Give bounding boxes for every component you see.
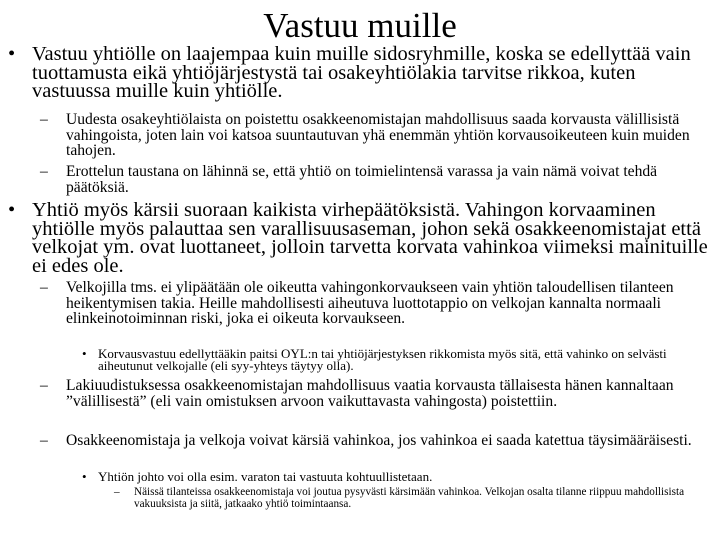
bullet-marker: • — [82, 469, 87, 484]
sub-sub-bullet-item — [82, 469, 713, 484]
bullet-text: Yhtiö myös kärsii suoraan kaikista virhepäätöksistä. Vahingon korvaaminen yhtiölle myös palauttaa sen varallisuusaseman, johon sekä osakkeenomistajat että velkojat ym. ovat luottaneet, jolloin tarvetta korvata vahinkoa viimeksi mainituille ei edes ole. — [32, 199, 708, 277]
bullet-marker: – — [40, 279, 48, 296]
bullet-marker: – — [40, 377, 48, 394]
slide-title: Vastuu muille — [263, 6, 457, 45]
bullet-text: Vastuu yhtiölle on laajempaa kuin muille sidosryhmille, koska se edellyttää vain tuottamusta eikä yhtiöjärjestystä tai osakeyhtiölakia tarvitse rikkoa, kuten vastuussa muille kuin yhtiölle. — [32, 43, 691, 102]
bullet-text: Uudesta osakeyhtiölaista on poistettu osakkeenomistajan mahdollisuus saada korvausta välillisistä vahingoista, joten lain voi katsoa suuntautuvan yhä enemmän yhtiön korvausoikeuteen kuin muiden tahojen. — [66, 111, 690, 159]
bullet-marker: • — [8, 199, 16, 221]
sub-bullet-item — [40, 377, 716, 410]
bullet-text: Erottelun taustana on lähinnä se, että yhtiö on toimielintensä varassa ja vain nämä voivat tehdä päätöksiä. — [66, 163, 658, 196]
sub-bullet-item — [40, 111, 716, 159]
sub-sub-bullet-item — [82, 346, 713, 373]
bullet-item — [8, 43, 712, 102]
sub-bullet-item — [40, 432, 716, 449]
bullet-marker: • — [82, 346, 87, 361]
bullet-marker: – — [40, 163, 48, 180]
bullet-text: Näissä tilanteissa osakkeenomistaja voi joutua pysyvästi kärsimään vahinkoa. Velkojan osalta tilanne riippuu mahdollisista vakuuksista ja siitä, jatkaako yhtiö toimintaansa. — [134, 486, 685, 510]
sub-bullet-item — [40, 163, 716, 196]
bullet-text: Yhtiön johto voi olla esim. varaton tai vastuuta kohtuullistetaan. — [98, 469, 433, 484]
bullet-text: Osakkeenomistaja ja velkoja voivat kärsiä vahinkoa, jos vahinkoa ei saada katettua täysimääräisesti. — [66, 432, 692, 449]
bullet-text: Velkojilla tms. ei ylipäätään ole oikeutta vahingonkorvaukseen vain yhtiön taloudellisen tilanteen heikentymisen takia. Heille mahdollisesti aiheutuva luottotappio on velkojan kannalta normaali elinkeinotoiminnan riski, joka ei oikeuta korvaukseen. — [66, 279, 674, 327]
bullet-marker: – — [114, 486, 120, 498]
bullet-text: Korvausvastuu edellyttääkin paitsi OYL:n tai yhtiöjärjestyksen rikkomista myös sitä, että vahinko on selvästi aiheutunut velkojalle (eli syy-yhteys täytyy olla). — [98, 346, 667, 373]
bullet-text: Lakiuudistuksessa osakkeenomistajan mahdollisuus vaatia korvausta tällaisesta hänen kannaltaan ”välillisestä” (eli vain omistuksen arvoon vaikuttavasta vahingosta) poistettiin. — [66, 377, 674, 410]
level4-bullet-item — [114, 486, 714, 510]
bullet-marker: – — [40, 432, 48, 449]
sub-bullet-item — [40, 279, 716, 327]
bullet-marker: – — [40, 111, 48, 128]
bullet-marker: • — [8, 43, 16, 65]
bullet-item — [8, 199, 712, 277]
